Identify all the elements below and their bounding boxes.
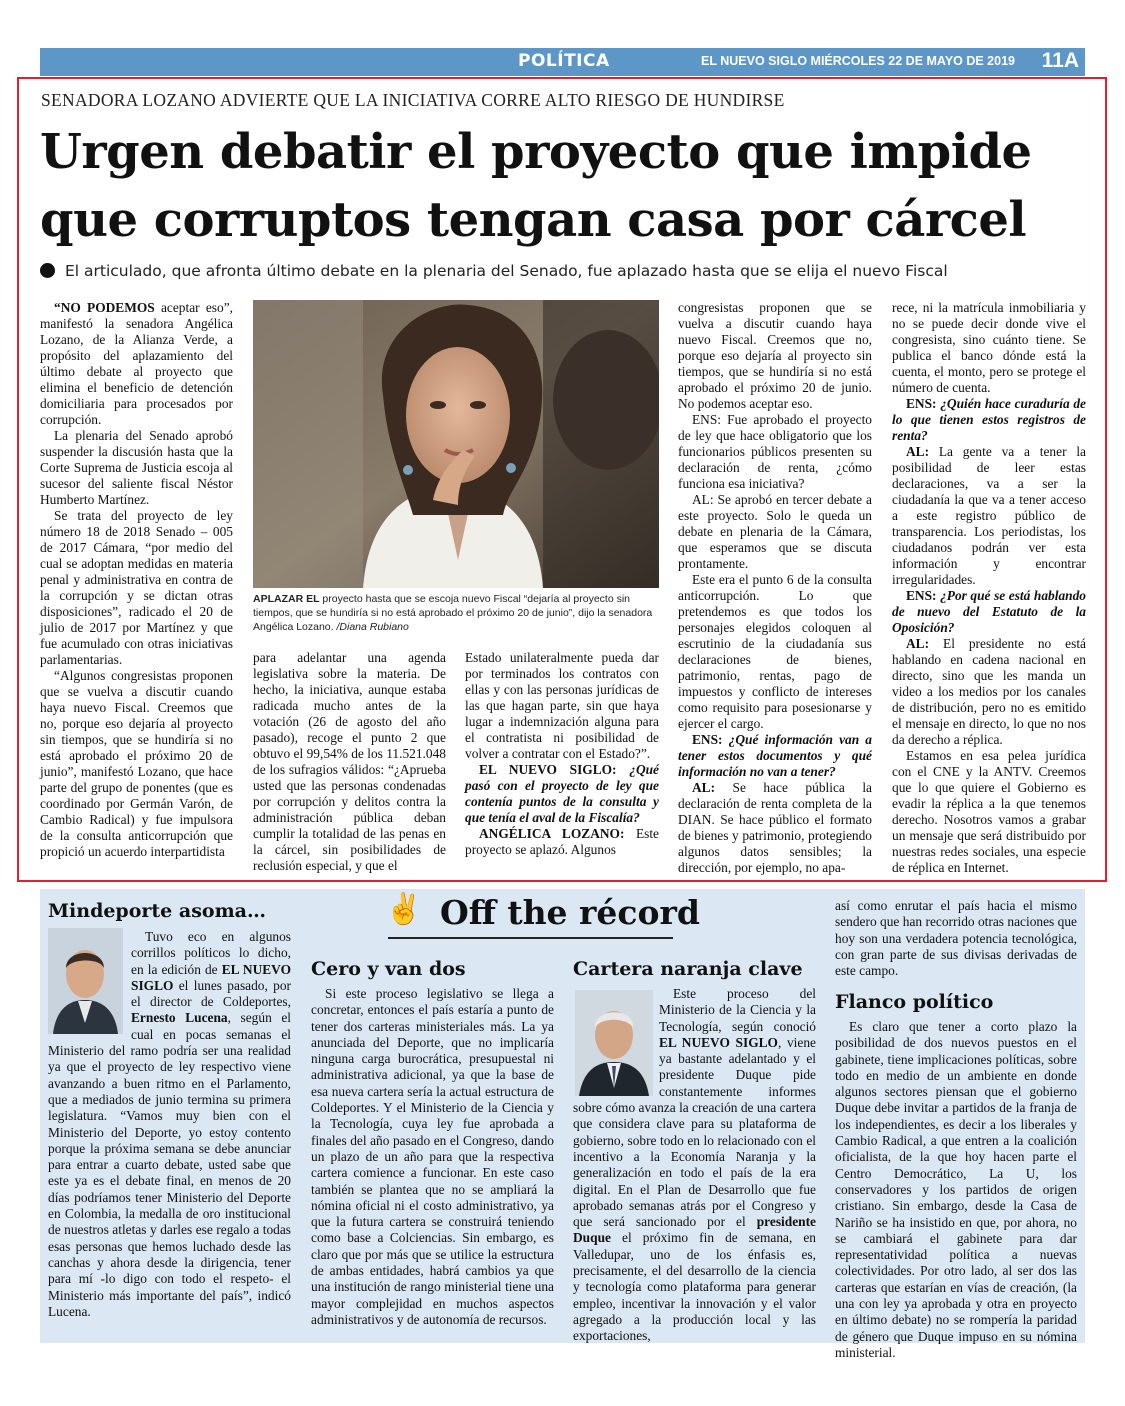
title-rule: [388, 937, 673, 939]
mindeporte-title: Mindeporte asoma…: [48, 900, 266, 922]
peace-hand-icon: ✌: [385, 892, 423, 927]
paragraph: Si este proceso legislativo se llega a concretar, entonces el país estaría a punto de tener dos carteras ministeriales más. La ya anunciada del Deporte, que no implicaría ninguna carga burocrática, presupuestal ni administrativa adicional, ya que la base de esa nueva cartera sería la actual estructura de Coldeportes. Y el Ministerio de la Ciencia y la Tecnología, cuya ley fue aprobada a finales del año pasado en el Congreso, dando un plazo de un año para que la respectiva cartera comience a funcionar. En este caso también se plantea que no se ampliará la nómina oficial ni el costo administrativo, ya que la futura cartera se construirá teniendo como base a Colciencias. Sin embargo, es claro que por más que se utilice la estructura de ambas entidades, habrá cambios ya que una institución de rango ministerial tiene una mayor complejidad en muchos aspectos administrativos y de autonomía de recursos.: [311, 986, 554, 1327]
text-run-bold: presidente Duque: [573, 1214, 816, 1246]
issue-info: EL NUEVO SIGLO MIÉRCOLES 22 DE MAYO DE 2019: [701, 54, 1015, 68]
article-dek: [40, 262, 1100, 280]
article-kicker: SENADORA LOZANO ADVIERTE QUE LA INICIATIVA CORRE ALTO RIESGO DE HUNDIRSE: [41, 90, 785, 110]
portrait-spacer: [48, 929, 131, 1035]
mindeporte-flow: [48, 929, 291, 1320]
question-label: EL NUEVO SIGLO:: [479, 762, 617, 777]
cero-title: Cero y van dos: [311, 958, 466, 980]
bullet-icon: [40, 263, 55, 278]
paragraph: AL: Se aprobó en tercer debate a este proyecto. Solo le queda un debate en plenaria de la Cámara, que esperamos que se discuta prontamente.: [678, 492, 872, 571]
paragraph: Se trata del proyecto de ley número 18 de 2018 Senado – 005 de 2017 Cámara, “por medio del cual se adoptan medidas en materia penal y administrativa en contra de la corrupción y se dictan otras disposiciones”, radicado el 20 de julio de 2017 por Martínez y que fue acumulado con otras iniciativas parlamentarias.: [40, 508, 233, 667]
paragraph: Estado unilateralmente pueda dar por terminados los contratos con ellas y con las personas jurídicas de las que hagan parte, sin que haya lugar a indemnización alguna para el contratista ni posibilidad de volver a contratar con el Estado?”.: [465, 650, 659, 761]
paragraph: Este era el punto 6 de la consulta anticorrupción. Lo que pretendemos es que todos los personajes elegidos coloquen al escrutinio de la ciudadanía sus declaraciones de bienes, patrimonio, rentas, pago de impuestos y conflicto de intereses como requisito para posesionarse y ejercer el cargo.: [678, 572, 872, 731]
question-label: ENS:: [906, 396, 937, 411]
cero-text: [311, 986, 554, 1328]
photo-caption: [253, 592, 659, 634]
answer-text: Este proyecto se aplazó. Algunos: [465, 826, 659, 857]
article-column-5: [892, 300, 1086, 876]
text-run-bold: Ernesto Lucena: [131, 1010, 228, 1026]
photo-credit: /Diana Rubiano: [333, 621, 409, 633]
question-label: ENS:: [906, 588, 937, 603]
answer-text: La gente va a tener la posibilidad de leer estas declaraciones, va a ser la ciudadanía la que va a tener acceso a este registro público de transparencia. Los periodistas, los ciudadanos podrán ver esta información y encontrar irregularidades.: [892, 444, 1086, 587]
flanco-title: Flanco político: [835, 991, 994, 1013]
page-number: 11A: [1041, 49, 1079, 72]
off-the-record-title: Off the récord: [440, 893, 700, 932]
section-name: POLÍTICA: [518, 51, 610, 71]
flanco-text: [835, 1019, 1077, 1361]
caption-lead: APLAZAR EL: [253, 593, 320, 605]
paragraph: congresistas proponen que se vuelva a discutir cuando haya nuevo Fiscal. Creemos que no, porque eso dejaría al proyecto sin tiempos, que se hundiría si no está aprobado el próximo 20 de junio. No podemos aceptar eso.: [678, 300, 872, 411]
paragraph: Es claro que tener a corto plazo la posibilidad de dos nuevos puestos en el gabinete, tiene implicaciones políticas, sobre todo en medio de un ambiente en donde algunos sectores piensan que el gobierno Duque debe invitar a partidos de la franja de los independientes, es decir a los liberales y Cambio Radical, a que entren a la coalición oficialista, de la que hoy hacen parte el Centro Democrático, La U, los conservadores y los partidos de origen cristiano. Sin embargo, desde la Casa de Nariño se ha insistido en que, por ahora, no se cambiará el gabinete para dar representatividad política a nuevas colectividades. Por otro lado, al ser dos las carteras que estarían en vías de creación, (la una con ley ya aprobada y otra en proyecto en último debate) no se rompería la paridad de género que Duque impuso en su nómina ministerial.: [835, 1019, 1077, 1360]
paragraph: rece, ni la matrícula inmobiliaria y no se puede decir donde vive el congresista, sino cuánto tiene. Se publica el banco dónde está la cuenta, el monto, pero se protege el número de cuenta.: [892, 300, 1086, 395]
text-run: Este proceso del Ministerio de la Ciencia y la Tecnología, según conoció: [659, 986, 816, 1034]
text-run: , según el cual en pocas semanas el Ministerio del ramo podría ser una realidad ya que el proyecto de ley respectivo viene avanzando a buen ritmo en el Parlamento, que a mediados de junio termina su primera legislatura. “Vamos muy bien con el Ministerio del Deporte, yo estoy contento porque la próxima semana se debe anunciar para entrar a cuarto debate, usted sabe que este ya es el debate final, en menos de 20 días podríamos tener Ministerio del Deporte en Colombia, la medalla de oro institucional de nuestros atletas y darles ese regalo a todas esas personas que hemos luchado desde las canchas y ahora desde la dirigencia, tener para mí -lo digo con todo el respeto- el Ministerio más importante del país”, indicó Lucena.: [48, 1010, 291, 1319]
cartera-title: Cartera naranja clave: [573, 958, 803, 980]
answer-label: AL:: [692, 780, 716, 795]
text-run: el lunes pasado, por el director de Coldeportes,: [131, 977, 291, 1010]
article-headline: [40, 118, 1080, 254]
question-text: ¿Qué pasó con el proyecto de ley que contenía puntos de la consulta y que tenía el aval de la Fiscalía?: [465, 762, 659, 825]
paragraph: ENS: Fue aprobado el proyecto de ley que hace obligatorio que los funcionarios públicos presenten su declaración de renta, ¿cómo funciona esa iniciativa?: [678, 412, 872, 491]
portrait-spacer: [573, 986, 659, 1094]
senator-photo: [253, 300, 659, 588]
page-header: [40, 48, 1085, 76]
headline-line-1: Urgen debatir el proyecto que impide: [40, 124, 1032, 180]
answer-label: ANGÉLICA LOZANO:: [479, 826, 625, 841]
article-column-2: [253, 650, 446, 874]
text-run: el próximo fin de semana, en Valledupar, uno de los énfasis es, precisamente, el del desarrollo de la ciencia y tecnología como plataforma para generar empleo, incentivar la innovación y el valor agregado a la producción local y las exportaciones,: [573, 1230, 816, 1344]
text-run: , viene ya bastante adelantado y el presidente Duque pide constantemente informes sobre cómo avanza la creación de una cartera que considera clave para su plataforma de gobierno, sobre todo en lo relacionado con el incentivo a la Economía Naranja y la generalización en todo el país de la era digital. En el Plan de Desarrollo que fue aprobado semanas atrás por el Congreso y que será sancionado por el: [573, 1034, 816, 1230]
answer-label: AL:: [906, 636, 930, 651]
article-column-4: [678, 300, 872, 876]
question-label: ENS:: [692, 732, 723, 747]
headline-line-2: que corruptos tengan casa por cárcel: [40, 192, 1027, 248]
paragraph: La plenaria del Senado aprobó suspender la discusión hasta que la Corte Suprema de Justicia escoja al sucesor del saliente fiscal Néstor Humberto Martínez.: [40, 428, 233, 507]
senator-photo-image: [253, 300, 659, 588]
cartera-text: [573, 986, 816, 1345]
paragraph: así como enrutar el país hacia el mismo sendero que han recorrido otras naciones que hoy son una verdadera potencia tecnológica, con gran parte de sus divisas derivadas de este campo.: [835, 898, 1077, 979]
dek-text: El articulado, que afronta último debate en la plenaria del Senado, fue aplazado hasta que se elija el nuevo Fiscal: [65, 262, 948, 280]
article-column-3: [465, 650, 659, 858]
cartera-continuation: [835, 898, 1077, 979]
paragraph: aceptar eso”, manifestó la senadora Angélica Lozano, de la Alianza Verde, a propósito del aplazamiento del último debate al proyecto que elimina el beneficio de detención domiciliaria para procesados por corrupción.: [40, 300, 233, 427]
paragraph: Estamos en esa pelea jurídica con el CNE y la ANTV. Creemos que lo que quiere el Gobierno es evadir la réplica a la que tenemos derecho. Nosotros vamos a grabar un mensaje que será distribuido por nuestras redes sociales, una especie de réplica en Internet.: [892, 748, 1086, 875]
question-text: ¿Quién hace curaduría de lo que tienen estos registros de renta?: [892, 396, 1086, 443]
answer-text: Se hace pública la declaración de renta completa de la DIAN. Se hace público el formato de bienes y patrimonio, protegiendo algunos datos sensibles; la dirección, por ejemplo, no apa-: [678, 780, 872, 875]
article-column-1: [40, 300, 233, 860]
answer-label: AL:: [906, 444, 930, 459]
text-run: Tuvo eco en algunos corrillos políticos lo dicho, en la edición de: [131, 929, 291, 977]
question-text: ¿Por qué se está hablando de nuevo del Estatuto de la Oposición?: [892, 588, 1086, 635]
caption-text: proyecto hasta que se escoja nuevo Fiscal “dejaría al proyecto sin tiempos, que se hundiría si no está aprobado el próximo 20 de junio”, dijo la senadora Angélica Lozano.: [253, 593, 653, 633]
question-text: ¿Qué información van a tener estos documentos y qué información no van a tener?: [678, 732, 872, 779]
paragraph: para adelantar una agenda legislativa sobre la materia. De hecho, la iniciativa, aunque estaba radicada mucho antes de la votación (26 de agosto del año pasado), recoge el punto 2 que obtuvo el 99,54% de los 11.521.048 de los sufragios válidos: “¿Aprueba usted que las personas condenadas por corrupción y delitos contra la administración pública deban cumplir la totalidad de las penas en la cárcel, sin posibilidades de reclusión especial, y que el: [253, 650, 446, 873]
text-run-bold: EL NUEVO SIGLO: [659, 1034, 778, 1050]
text-run-bold: EL NUEVO SIGLO: [131, 961, 292, 993]
answer-text: El presidente no está hablando en cadena nacional en directo, sino que les manda un video a los medios por los canales de distribución, pero no es emitido el mensaje en directo, lo que no nos da derecho a réplica.: [892, 636, 1086, 747]
lead-in: “NO PODEMOS: [54, 300, 155, 315]
paragraph: “Algunos congresistas proponen que se vuelva a discutir cuando haya nuevo Fiscal. Creemos que no, porque eso dejaría al proyecto sin tiempos, que se hundiría si no está aprobado el próximo 20 de junio”, manifestó Lozano, que hace parte del grupo de ponentes (que es coordinado por Germán Varón, de Cambio Radical) y fue impulsora de la consulta anticorrupción que propició un acuerdo interpartidista: [40, 668, 233, 859]
